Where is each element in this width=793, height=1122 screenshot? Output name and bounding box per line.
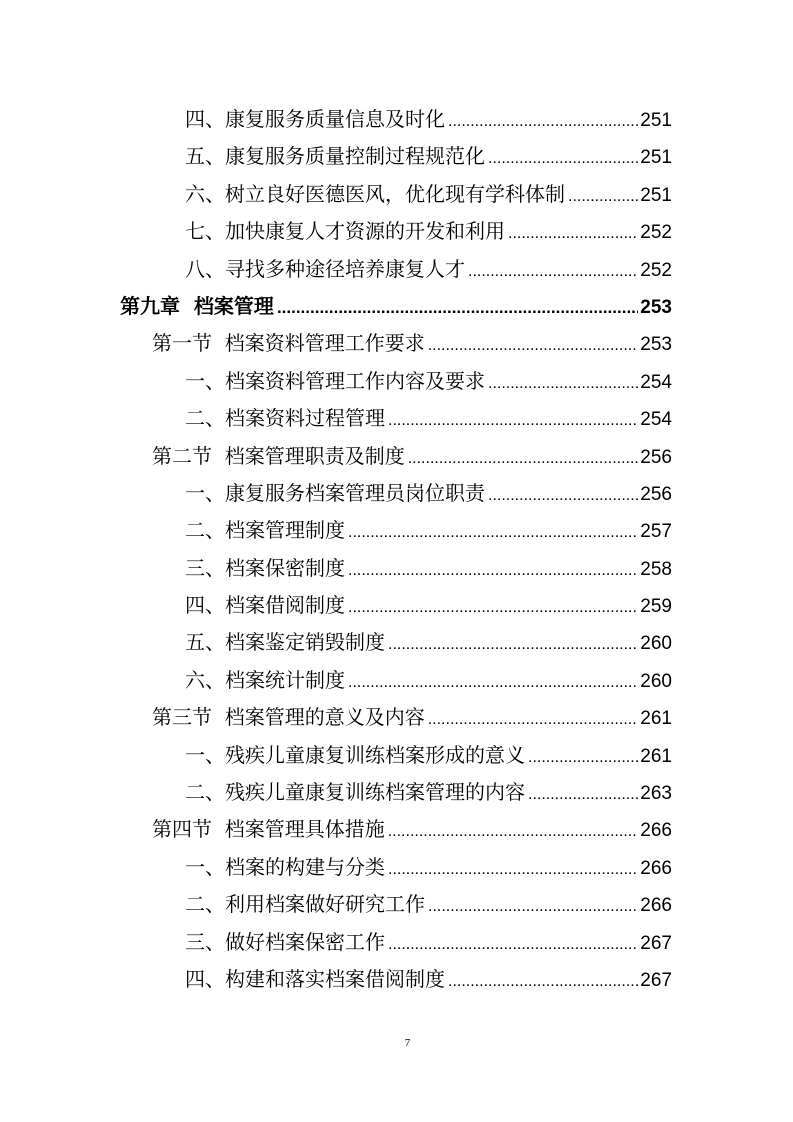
toc-entry-title: 三、档案保密制度 (185, 555, 345, 580)
toc-section-entry (0, 438, 672, 475)
toc-chapter-entry (0, 288, 672, 325)
toc-entry-page-number: 261 (640, 708, 672, 730)
toc-dot-leader (488, 140, 638, 177)
toc-entry-title: 四、构建和落实档案借阅制度 (185, 966, 445, 991)
toc-dot-leader (348, 514, 638, 551)
toc-section-entry (0, 325, 672, 362)
toc-entry-title: 二、利用档案做好研究工作 (185, 892, 425, 917)
toc-entry-page-number: 261 (640, 745, 672, 767)
toc-entry-title: 二、档案管理制度 (185, 518, 345, 543)
toc-dot-leader (568, 178, 638, 215)
toc-dot-leader (348, 589, 638, 626)
toc-item-entry (0, 737, 672, 774)
toc-dot-leader (428, 327, 639, 364)
toc-entry-page-number: 267 (640, 969, 672, 991)
toc-entry-title: 五、档案鉴定销毁制度 (185, 630, 385, 655)
table-of-contents (0, 101, 672, 998)
toc-item-entry (0, 512, 672, 549)
toc-dot-leader (388, 402, 638, 439)
toc-dot-leader (277, 289, 638, 326)
toc-entry-page-number: 266 (640, 820, 672, 842)
toc-item-entry (0, 662, 672, 699)
toc-entry-page-number: 253 (640, 334, 672, 356)
toc-dot-leader (488, 477, 638, 514)
toc-entry-title: 二、残疾儿童康复训练档案管理的内容 (185, 780, 525, 805)
toc-entry-title: 一、残疾儿童康复训练档案形成的意义 (185, 742, 525, 767)
toc-entry-page-number: 258 (640, 558, 672, 580)
toc-entry-title: 一、康复服务档案管理员岗位职责 (185, 480, 485, 505)
toc-entry-title: 四、康复服务质量信息及时化 (185, 107, 445, 131)
toc-entry-page-number: 251 (640, 184, 672, 206)
toc-item-entry (0, 624, 672, 661)
toc-dot-leader (388, 851, 638, 888)
toc-item-entry (0, 176, 672, 213)
toc-item-entry (0, 774, 672, 811)
toc-entry-page-number: 256 (640, 483, 672, 505)
toc-entry-page-number: 251 (640, 110, 672, 131)
toc-item-entry (0, 886, 672, 923)
toc-dot-leader (348, 664, 638, 701)
toc-entry-page-number: 266 (640, 895, 672, 917)
toc-entry-title: 一、档案的构建与分类 (185, 854, 385, 879)
toc-dot-leader (528, 776, 638, 813)
toc-entry-page-number: 252 (640, 222, 672, 244)
toc-entry-title: 六、树立良好医德医风，优化现有学科体制 (185, 181, 565, 206)
toc-section-entry (0, 811, 672, 848)
toc-entry-page-number: 263 (640, 783, 672, 805)
toc-entry-page-number: 259 (640, 596, 672, 618)
toc-dot-leader (528, 739, 638, 776)
toc-entry-title: 七、加快康复人才资源的开发和利用 (185, 219, 505, 244)
page-number: 7 (404, 1037, 411, 1049)
toc-entry-title: 八、寻找多种途径培养康复人才 (185, 256, 465, 281)
toc-entry-title: 四、档案借阅制度 (185, 593, 345, 618)
toc-entry-title: 第二节 档案管理职责及制度 (152, 443, 405, 468)
toc-entry-title: 第九章 档案管理 (120, 293, 274, 318)
toc-entry-page-number: 267 (640, 932, 672, 954)
toc-entry-title: 一、档案资料管理工作内容及要求 (185, 368, 485, 393)
toc-entry-page-number: 251 (640, 147, 672, 169)
toc-section-entry (0, 699, 672, 736)
toc-item-entry (0, 101, 672, 138)
toc-entry-page-number: 260 (640, 670, 672, 692)
toc-item-entry (0, 961, 672, 998)
toc-dot-leader (508, 215, 638, 252)
toc-item-entry (0, 400, 672, 437)
toc-dot-leader (348, 552, 638, 589)
toc-entry-title: 六、档案统计制度 (185, 667, 345, 692)
toc-item-entry (0, 138, 672, 175)
toc-dot-leader (388, 926, 638, 963)
toc-entry-page-number: 254 (640, 371, 672, 393)
toc-dot-leader (408, 440, 639, 477)
toc-item-entry (0, 849, 672, 886)
toc-dot-leader (428, 701, 639, 738)
toc-entry-title: 三、做好档案保密工作 (185, 929, 385, 954)
toc-entry-page-number: 252 (640, 259, 672, 281)
toc-item-entry (0, 251, 672, 288)
toc-entry-page-number: 257 (640, 521, 672, 543)
toc-entry-page-number: 254 (640, 409, 672, 431)
toc-entry-title: 第四节 档案管理具体措施 (152, 817, 385, 842)
toc-item-entry (0, 924, 672, 961)
toc-entry-page-number: 253 (640, 296, 672, 318)
toc-dot-leader (468, 253, 638, 290)
toc-entry-page-number: 256 (640, 446, 672, 468)
toc-entry-title: 第一节 档案资料管理工作要求 (152, 331, 425, 356)
toc-dot-leader (488, 365, 638, 402)
toc-entry-page-number: 260 (640, 633, 672, 655)
toc-dot-leader (448, 963, 638, 1000)
toc-entry-title: 第三节 档案管理的意义及内容 (152, 705, 425, 730)
toc-entry-page-number: 266 (640, 857, 672, 879)
toc-dot-leader (388, 813, 639, 850)
toc-entry-title: 五、康复服务质量控制过程规范化 (185, 144, 485, 169)
toc-item-entry (0, 363, 672, 400)
toc-item-entry (0, 213, 672, 250)
toc-dot-leader (428, 888, 638, 925)
toc-entry-title: 二、档案资料过程管理 (185, 406, 385, 431)
toc-item-entry (0, 550, 672, 587)
toc-dot-leader (448, 103, 638, 140)
toc-item-entry (0, 475, 672, 512)
toc-item-entry (0, 587, 672, 624)
toc-dot-leader (388, 626, 638, 663)
